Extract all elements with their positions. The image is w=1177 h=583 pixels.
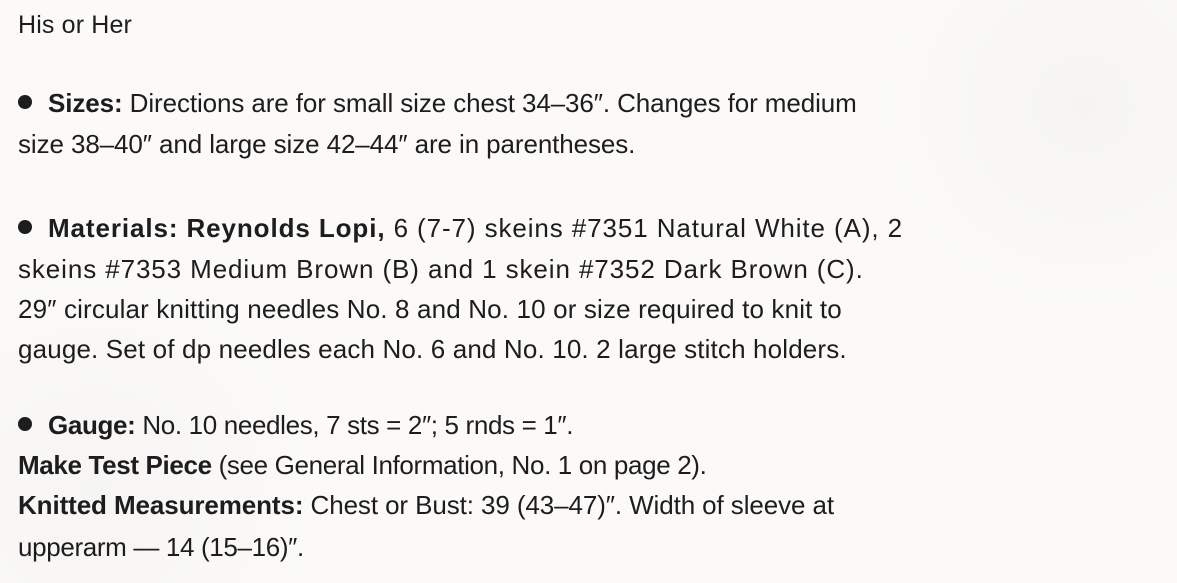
- sizes-label: Sizes:: [48, 88, 123, 118]
- test-piece-text: (see General Information, No. 1 on page 2).: [211, 450, 707, 480]
- sizes-text-1: Directions are for small size chest 34–36″. Changes for medium: [122, 88, 857, 118]
- sizes-line-2: size 38–40″ and large size 42–44″ are in parentheses.: [18, 129, 636, 159]
- materials-line-2: skeins #7353 Medium Brown (B) and 1 skein #7352 Dark Brown (C).: [18, 254, 864, 284]
- test-piece-line: [18, 445, 707, 485]
- gauge-text: No. 10 needles, 7 sts = 2″; 5 rnds = 1″.: [135, 410, 574, 440]
- materials-line-1: [18, 208, 903, 248]
- gauge-line: [18, 405, 573, 445]
- measurements-line-1: [18, 485, 834, 525]
- materials-line-4: gauge. Set of dp needles each No. 6 and No. 10. 2 large stitch holders.: [18, 334, 847, 364]
- test-piece-label: Make Test Piece: [18, 450, 212, 480]
- measurements-label: Knitted Measurements:: [18, 490, 304, 520]
- materials-text-1: 6 (7-7) skeins #7351 Natural White (A), 2: [385, 213, 904, 243]
- materials-label: Materials: Reynolds Lopi,: [48, 213, 386, 243]
- materials-line-3: 29″ circular knitting needles No. 8 and No. 10 or size required to knit to: [18, 294, 842, 324]
- page-title: His or Her: [18, 11, 133, 39]
- bullet-icon: [18, 220, 32, 234]
- gauge-label: Gauge:: [48, 410, 136, 440]
- measurements-line-2: upperarm — 14 (15–16)″.: [18, 532, 304, 562]
- bullet-icon: [18, 95, 32, 109]
- measurements-text-1: Chest or Bust: 39 (43–47)″. Width of sleeve at: [303, 490, 834, 520]
- bullet-icon: [18, 417, 32, 431]
- sizes-line-1: [18, 83, 857, 123]
